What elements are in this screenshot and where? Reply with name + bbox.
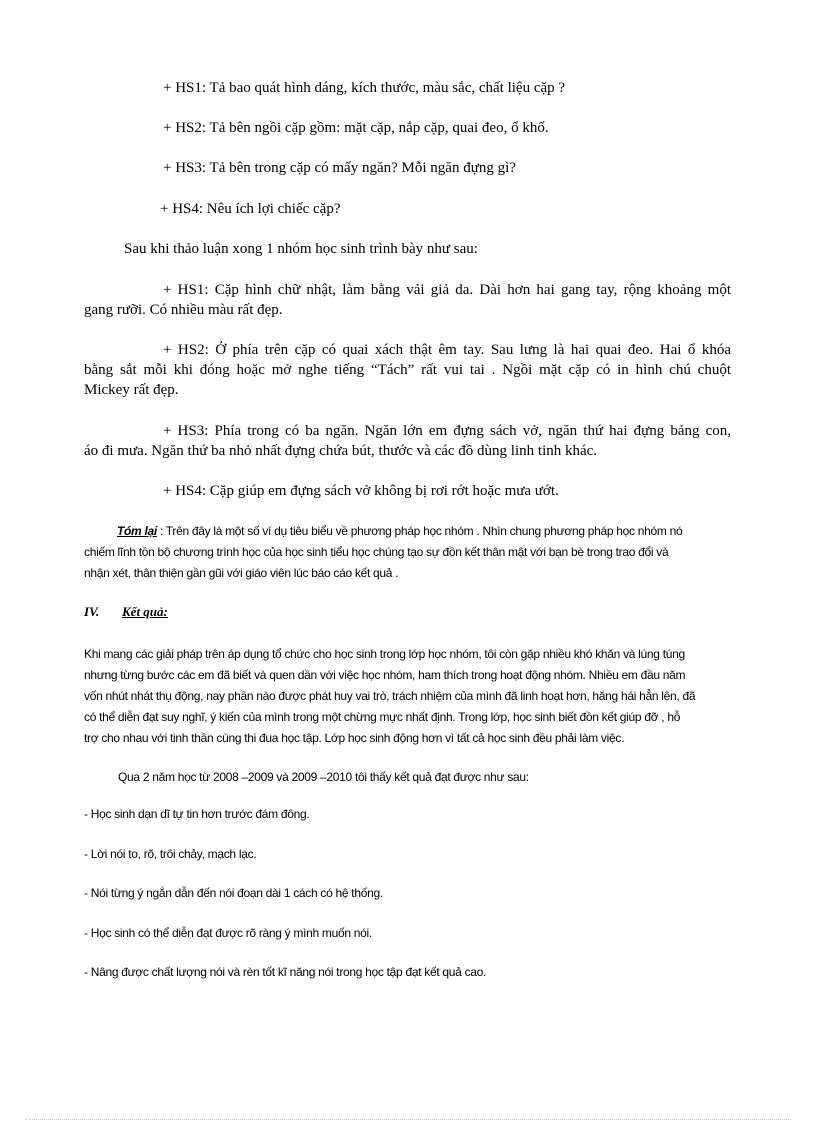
summary-line3: nhận xét, thân thiện gần gũi với giáo viên lúc báo cáo kết quả . <box>84 566 399 580</box>
results-line3: vốn nhút nhát thụ động, nay phần nào được phát huy vai trò, trách nhiệm của mình đã linh hoạt hơn, hăng hái hẳn lên, đã <box>84 689 696 703</box>
outcome-item: - Nói từng ý ngắn dẫn đến nói đoạn dài 1 cách có hệ thống. <box>84 886 383 900</box>
outcome-item: - Học sinh có thể diễn đạt được rõ ràng ý mình muốn nói. <box>84 926 372 940</box>
section-title: Kết quả: <box>122 604 168 619</box>
answer-hs1-line1: + HS1: Cặp hình chữ nhật, làm bằng vải giả da. Dài hơn hai gang tay, rộng khoảng một <box>163 282 731 298</box>
summary-line1 <box>117 522 731 540</box>
results-line4: có thể diễn đạt suy nghĩ, ý kiến của mình trong một chừng mực nhất định. Trong lớp, học sinh biết đồn kết giúp đỡ , hỗ <box>84 710 681 724</box>
outcome-item: - Nâng được chất lượng nói và rèn tốt kĩ năng nói trong học tập đạt kết quả cao. <box>84 965 487 979</box>
summary-label: Tóm lại <box>117 524 157 538</box>
discussion-intro: Sau khi thảo luận xong 1 nhóm học sinh trình bày như sau: <box>124 241 478 257</box>
answer-hs2-line2: bằng sắt mỗi khi đóng hoặc mở nghe tiếng “Tách” rất vui tai . Ngồi mặt cặp có in hình chú chuột <box>84 362 731 378</box>
results-line5: trợ cho nhau với tinh thần cùng thi đua học tập. Lớp học sinh động hơn vì tất cả học sinh đều phải làm việc. <box>84 731 625 745</box>
question-hs3: + HS3: Tả bên trong cặp có mấy ngăn? Mỗi ngăn đựng gì? <box>163 160 516 176</box>
answer-hs3-line2: áo đi mưa. Ngăn thứ ba nhỏ nhất đựng chứa bút, thước và các đồ dùng linh tinh khác. <box>84 443 598 459</box>
answer-hs1-line2: gang rưỡi. Có nhiều màu rất đẹp. <box>84 302 283 318</box>
answer-hs4: + HS4: Cặp giúp em đựng sách vở không bị rơi rớt hoặc mưa ướt. <box>163 483 559 499</box>
summary-line1-text: : Trên đây là một số ví dụ tiêu biểu về phương pháp học nhóm . Nhìn chung phương pháp học nhóm nó <box>156 524 683 538</box>
page-bottom-rule <box>25 1119 791 1120</box>
question-hs2: + HS2: Tả bên ngồi cặp gồm: mặt cặp, nắp cặp, quai đeo, ổ khố. <box>163 120 549 136</box>
answer-hs2-line1: + HS2: Ở phía trên cặp có quai xách thật êm tay. Sau lưng là hai quai đeo. Hai ổ khóa <box>163 342 731 358</box>
results-line1: Khi mang các giải pháp trên áp dụng tổ chức cho học sinh trong lớp học nhóm, tôi còn gặp nhiều khó khăn và lúng túng <box>84 647 685 661</box>
question-hs4: + HS4: Nêu ích lợi chiếc cặp? <box>160 201 341 217</box>
answer-hs2-line3: Mickey rất đẹp. <box>84 382 179 398</box>
results-line2: nhưng từng bước các em đã biết và quen dần với việc học nhóm, ham thích trong hoạt động nhóm. Nhiều em đầu năm <box>84 668 686 682</box>
question-hs1: + HS1: Tả bao quát hình dáng, kích thước, màu sắc, chất liệu cặp ? <box>163 80 566 96</box>
summary-line2: chiếm lĩnh tồn bộ chương trình học của học sinh tiểu học chúng tạo sự đồn kết thân mật với bạn bè trong trao đổi và <box>84 545 669 559</box>
section-number: IV. <box>84 604 100 619</box>
outcome-item: - Lời nói to, rõ, trôi chảy, mạch lạc. <box>84 847 257 861</box>
outcome-item: - Học sinh dạn dĩ tự tin hơn trước đám đông. <box>84 807 310 821</box>
years-intro: Qua 2 năm học từ 2008 –2009 và 2009 –2010 tôi thấy kết quả đạt được như sau: <box>118 770 529 784</box>
section-heading <box>84 604 284 622</box>
answer-hs3-line1: + HS3: Phía trong có ba ngăn. Ngăn lớn em đựng sách vở, ngăn thứ hai đựng bảng con, <box>163 423 731 439</box>
